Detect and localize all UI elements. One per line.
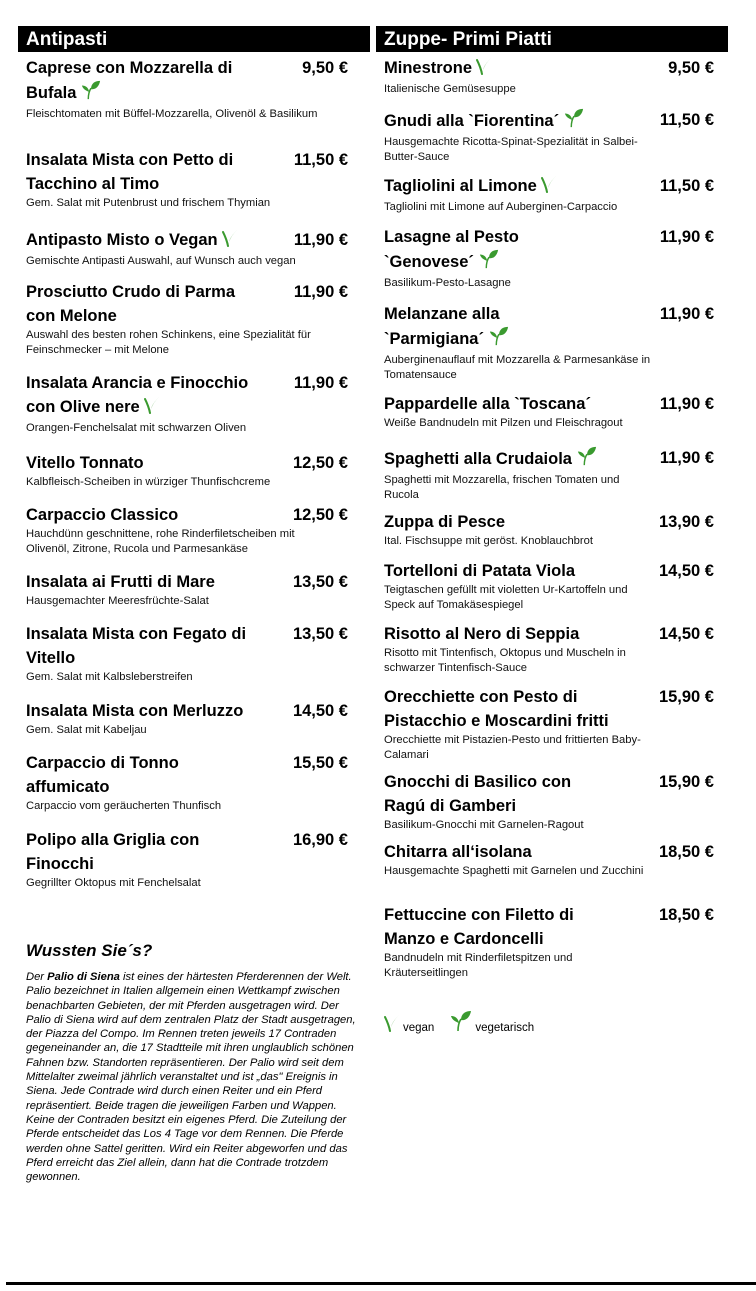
menu-item-name — [384, 840, 634, 864]
menu-item-description: Teigtaschen gefüllt mit violetten Ur-Kartoffeln und Speck auf Tomakäsespiegel — [384, 584, 628, 611]
vegan-icon — [384, 1014, 400, 1035]
menu-item-name-text: Antipasto Misto o Vegan — [26, 231, 218, 249]
antipasti-header: Antipasti — [18, 26, 370, 52]
menu-item-price: 9,50 € — [302, 59, 348, 77]
menu-item-name-text: Orecchiette con Pesto di Pistacchio e Moscardini fritti — [384, 688, 609, 730]
menu-item — [26, 280, 348, 358]
menu-item-name — [384, 510, 634, 534]
vegan-icon — [144, 396, 160, 421]
menu-item-description: Auswahl des besten rohen Schinkens, eine Spezialität für Feinschmecker – mit Melone — [26, 329, 311, 356]
menu-item — [384, 510, 714, 549]
antipasti-section — [18, 26, 370, 889]
menu-item-name-text: Vitello Tonnato — [26, 454, 144, 472]
menu-item-name-text: Fettuccine con Filetto di Manzo e Cardoncelli — [384, 906, 574, 948]
legend-vegan-label: vegan — [403, 1022, 435, 1034]
menu-item-price: 11,50 € — [293, 151, 348, 169]
menu-item-name — [384, 770, 614, 818]
vegetarian-leaf-icon — [80, 80, 102, 107]
primi-header: Zuppe- Primi Piatti — [376, 26, 728, 52]
menu-item — [384, 622, 714, 676]
menu-item-description: Gem. Salat mit Kalbsleberstreifen — [26, 671, 193, 683]
menu-item-price: 11,90 € — [293, 283, 348, 301]
menu-item-description: Gemischte Antipasti Auswahl, auf Wunsch auch vegan — [26, 255, 296, 267]
menu-item-head — [384, 302, 714, 353]
menu-item-price: 15,50 € — [292, 754, 348, 772]
legend-vegetarian — [450, 1010, 534, 1035]
menu-item — [384, 108, 714, 165]
menu-item-head — [26, 699, 348, 723]
menu-item-name-text: Lasagne al Pesto `Genovese´ — [384, 228, 519, 271]
vegetarian-leaf-icon — [576, 446, 598, 473]
menu-item-description: Basilikum-Pesto-Lasagne — [384, 277, 511, 289]
menu-item — [26, 622, 348, 685]
menu-item-name — [26, 699, 276, 723]
menu-item-name — [384, 446, 634, 473]
menu-item — [384, 559, 714, 613]
menu-item-name-text: Gnocchi di Basilico con Ragú di Gamberi — [384, 773, 572, 815]
menu-item-head — [384, 622, 714, 646]
menu-item-name — [26, 503, 266, 527]
menu-item-head — [26, 56, 348, 107]
menu-item-name — [384, 903, 614, 951]
menu-item-name-text: Tortelloni di Patata Viola — [384, 562, 576, 580]
menu-item-name-text: Pappardelle alla `Toscana´ — [384, 395, 591, 413]
menu-item-price: 11,50 € — [659, 111, 714, 129]
menu-item-description: Hausgemachte Spaghetti mit Garnelen und Zucchini — [384, 865, 644, 877]
menu-item-price: 18,50 € — [658, 906, 714, 924]
menu-item-head — [384, 174, 714, 200]
menu-item — [26, 503, 348, 557]
menu-item-name — [26, 56, 238, 107]
menu-item-price: 13,50 € — [292, 625, 348, 643]
menu-item-name — [384, 56, 624, 82]
menu-item-price: 14,50 € — [658, 562, 714, 580]
menu-item-name-text: Polipo alla Griglia con Finocchi — [26, 831, 200, 873]
menu-item-head — [384, 685, 714, 733]
menu-item — [384, 840, 714, 879]
menu-item-price: 18,50 € — [658, 843, 714, 861]
vegan-icon — [541, 175, 557, 200]
menu-item-head — [384, 559, 714, 583]
menu-item-description: Hauchdünn geschnittene, rohe Rinderfiletscheiben mit Olivenöl, Zitrone, Rucola und Parmesankäse — [26, 528, 295, 555]
vegetarian-leaf-icon — [478, 249, 500, 276]
menu-item — [384, 174, 714, 215]
menu-item-head — [26, 570, 348, 594]
menu-item-price: 12,50 € — [292, 506, 348, 524]
menu-item-price: 16,90 € — [292, 831, 348, 849]
menu-item-head — [384, 108, 714, 135]
menu-item-name-text: Spaghetti alla Crudaiola — [384, 450, 572, 468]
menu-item — [384, 302, 714, 383]
menu-item-name — [26, 371, 276, 421]
menu-item-name — [26, 228, 256, 254]
menu-item — [26, 828, 348, 891]
menu-item-description: Fleischtomaten mit Büffel-Mozzarella, Olivenöl & Basilikum — [26, 108, 318, 120]
fact-box — [26, 940, 356, 1184]
menu-item — [384, 56, 714, 97]
primi-section — [376, 26, 728, 979]
menu-item — [384, 685, 714, 763]
menu-item-description: Bandnudeln mit Rinderfiletspitzen und Kräuterseitlingen — [384, 952, 573, 979]
menu-item-price: 11,90 € — [659, 305, 714, 323]
menu-item-description: Carpaccio vom geräucherten Thunfisch — [26, 800, 222, 812]
menu-item — [384, 770, 714, 833]
menu-item-head — [384, 392, 714, 416]
menu-item-price: 15,90 € — [658, 688, 714, 706]
menu-item-head — [26, 148, 348, 196]
menu-item-name-text: Carpaccio di Tonno affumicato — [26, 754, 179, 796]
menu-item — [26, 148, 348, 211]
menu-item — [384, 446, 714, 503]
menu-item-name-text: Insalata Arancia e Finocchio con Olive nere — [26, 374, 249, 416]
menu-item-name-text: Melanzane alla `Parmigiana´ — [384, 305, 500, 348]
menu-item-name — [26, 451, 266, 475]
fact-text-after: ist eines der härtesten Pferderennen der Welt. Palio bezeichnet in Italien allgemein einen Wettkampf zwischen benachbarten Gebieten, der mit Pferden ausgetragen wird. Der Palio di Siena wird auf dem zentralen Platz der Stadt ausgetragen, der Piazza del Compo. Im Rennen treten jeweils 17 Contraden gegeneinander an, die 17 Stadtteile mit ihren unglaublich schönen Fahnen bzw. Standorten repräsentieren. Der Palio wird seit dem Mittelalter zweimal jährlich veranstaltet und ist „das" Ereignis in Siena. Jede Contrade wird durch einen Reiter und ein Pferd repräsentiert. Beide tragen die jeweiligen Farben und Wappen. Keine der Contraden besitzt ein eigenes Pferd. Die Zuteilung der Pferde entscheidet das Los 4 Tage vor dem Rennen. Die Pferde werden ohne Sattel geritten. Wird ein Reiter abgeworfen und das Pferd erreicht das Ziel allein, dann hat die Contrade trotzdem gewonnen. — [26, 971, 356, 1184]
menu-item-head — [384, 446, 714, 473]
menu-item-description: Spaghetti mit Mozzarella, frischen Tomaten und Rucola — [384, 474, 620, 501]
menu-item-description: Basilikum-Gnocchi mit Garnelen-Ragout — [384, 819, 584, 831]
menu-item — [384, 225, 714, 291]
menu-item-head — [26, 751, 348, 799]
menu-item-head — [384, 225, 714, 276]
menu-item-description: Gem. Salat mit Kabeljau — [26, 724, 147, 736]
vegan-icon — [222, 229, 238, 254]
menu-item-head — [384, 510, 714, 534]
menu-item-name-text: Tagliolini al Limone — [384, 177, 537, 195]
menu-item-name-text: Minestrone — [384, 59, 473, 77]
menu-item-head — [26, 622, 348, 670]
vegetarian-leaf-icon — [450, 1010, 472, 1035]
menu-item-name — [384, 559, 634, 583]
menu-item-name — [26, 148, 238, 196]
menu-item-head — [26, 828, 348, 876]
vegetarian-leaf-icon — [488, 326, 510, 353]
menu-item-head — [384, 903, 714, 951]
menu-item-name — [384, 174, 634, 200]
menu-item-name-text: Insalata Mista con Merluzzo — [26, 702, 244, 720]
menu-item-description: Hausgemachte Ricotta-Spinat-Spezialität in Salbei-Butter-Sauce — [384, 136, 638, 163]
menu-item-description: Ital. Fischsuppe mit geröst. Knoblauchbrot — [384, 535, 593, 547]
bottom-rule — [6, 1282, 756, 1285]
menu-item-name — [384, 392, 634, 416]
menu-item-name-text: Insalata Mista con Petto di Tacchino al Timo — [26, 151, 234, 193]
legend-vegan — [384, 1014, 434, 1035]
menu-item-description: Italienische Gemüsesuppe — [384, 83, 516, 95]
menu-item — [26, 451, 348, 490]
menu-item-description: Orangen-Fenchelsalat mit schwarzen Oliven — [26, 422, 247, 434]
fact-title: Wussten Sie´s? — [26, 941, 153, 960]
menu-item-price: 9,50 € — [668, 59, 714, 77]
fact-text-before: Der — [26, 971, 48, 983]
menu-item-price: 13,90 € — [658, 513, 714, 531]
menu-item-price: 13,50 € — [292, 573, 348, 591]
menu-item-price: 12,50 € — [292, 454, 348, 472]
menu-item-name-text: Prosciutto Crudo di Parma con Melone — [26, 283, 236, 325]
fact-text-bold: Palio di Siena — [47, 971, 120, 983]
menu-item-name — [26, 570, 266, 594]
menu-item — [26, 56, 348, 122]
menu-item-head — [26, 503, 348, 527]
legend-vegetarian-label: vegetarisch — [475, 1022, 535, 1034]
menu-item-head — [26, 280, 348, 328]
menu-item-name — [26, 828, 236, 876]
menu-item-name — [26, 280, 266, 328]
menu-item-name — [384, 225, 554, 276]
menu-item-description: Orecchiette mit Pistazien-Pesto und frittierten Baby-Calamari — [384, 734, 641, 761]
menu-item-name — [384, 302, 534, 353]
menu-item-name — [26, 622, 266, 670]
menu-item-price: 11,90 € — [659, 449, 714, 467]
menu-item-head — [384, 770, 714, 818]
menu-item-name-text: Carpaccio Classico — [26, 506, 179, 524]
menu-item-price: 11,50 € — [659, 177, 714, 195]
menu-item — [26, 570, 348, 609]
menu-item-name-text: Chitarra all‘isolana — [384, 843, 532, 861]
menu-item-description: Auberginenauflauf mit Mozzarella & Parmesankäse in Tomatensauce — [384, 354, 651, 381]
menu-item-head — [384, 840, 714, 864]
fact-text — [26, 970, 356, 1184]
menu-item-name-text: Caprese con Mozzarella di Bufala — [26, 59, 233, 102]
menu-item — [26, 228, 348, 269]
menu-item — [384, 903, 714, 981]
menu-item-price: 15,90 € — [658, 773, 714, 791]
menu-item-description: Hausgemachter Meeresfrüchte-Salat — [26, 595, 209, 607]
menu-item-name-text: Risotto al Nero di Seppia — [384, 625, 580, 643]
menu-item-name — [384, 685, 642, 733]
menu-item-head — [26, 451, 348, 475]
menu-item-name — [384, 622, 634, 646]
menu-item — [26, 371, 348, 436]
menu-item-name — [384, 108, 634, 135]
diet-legend — [384, 1010, 550, 1035]
menu-item-description: Gegrillter Oktopus mit Fenchelsalat — [26, 877, 201, 889]
menu-item — [26, 699, 348, 738]
menu-item-name — [26, 751, 226, 799]
vegetarian-leaf-icon — [563, 108, 585, 135]
menu-item-price: 14,50 € — [658, 625, 714, 643]
menu-item-price: 11,90 € — [293, 231, 348, 249]
menu-item-description: Gem. Salat mit Putenbrust und frischem Thymian — [26, 197, 271, 209]
menu-item-head — [384, 56, 714, 82]
menu-item — [26, 751, 348, 814]
menu-item-description: Kalbfleisch-Scheiben in würziger Thunfischcreme — [26, 476, 271, 488]
menu-item-description: Risotto mit Tintenfisch, Oktopus und Muscheln in schwarzer Tintenfisch-Sauce — [384, 647, 626, 674]
menu-item-price: 11,90 € — [293, 374, 348, 392]
menu-item-price: 11,90 € — [659, 395, 714, 413]
menu-item-price: 14,50 € — [292, 702, 348, 720]
menu-item-name-text: Gnudi alla `Fiorentina´ — [384, 112, 560, 130]
menu-item-name-text: Insalata Mista con Fegato di Vitello — [26, 625, 247, 667]
menu-item-description: Weiße Bandnudeln mit Pilzen und Fleischragout — [384, 417, 623, 429]
menu-item — [384, 392, 714, 431]
menu-item-head — [26, 371, 348, 421]
menu-item-head — [26, 228, 348, 254]
menu-item-price: 11,90 € — [659, 228, 714, 246]
menu-item-name-text: Zuppa di Pesce — [384, 513, 506, 531]
menu-item-description: Tagliolini mit Limone auf Auberginen-Carpaccio — [384, 201, 618, 213]
menu-item-name-text: Insalata ai Frutti di Mare — [26, 573, 215, 591]
vegan-icon — [476, 57, 492, 82]
